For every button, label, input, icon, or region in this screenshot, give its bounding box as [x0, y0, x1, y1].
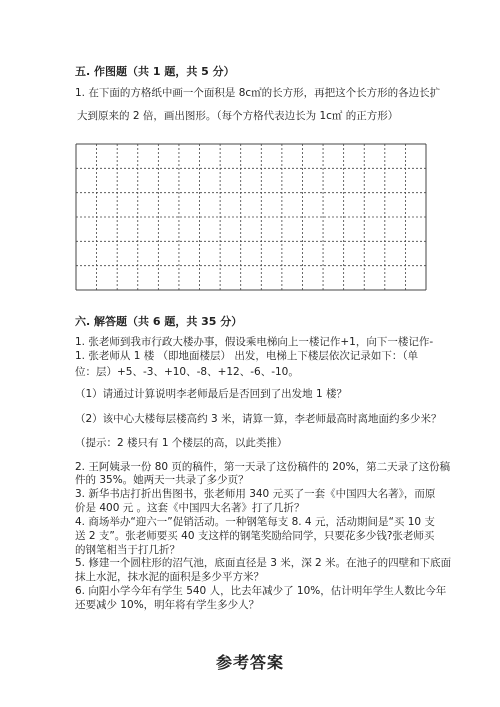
s5-question-1-line-2: 大到原来的 2 倍，画出图形。（每个方格代表边长为 1c㎡ 的正方形） [77, 110, 399, 122]
s6-question-4-line-1: 4. 商场举办“迎六一”促销活动。一种钢笔每支 8. 4 元，活动期间是“买 10 支 [75, 516, 435, 528]
section-5-heading: 五. 作图题（共 1 题，共 5 分） [75, 65, 235, 78]
s6-question-6-line-1: 6. 向阳小学今年有学生 540 人，比去年减少了 10%，估计明年学生人数比今年 [75, 585, 447, 597]
grid-svg [75, 143, 427, 291]
s6-question-4-line-3: 的钢笔相当于打几折？ [75, 544, 180, 556]
s6-question-1-line-1: 1. 张老师到我市行政大楼办事，假设乘电梯向上一楼记作+1，向下一楼记作- [75, 336, 434, 348]
s6-question-1-sub-1: （1）请通过计算说明李老师最后是否回到了出发地 1 楼？ [75, 388, 348, 400]
answer-key-title: 参考答案 [215, 653, 284, 672]
section-6-heading: 六. 解答题（共 6 题，共 35 分） [75, 315, 243, 328]
s6-question-3-line-2: 价是 400 元 。这套《中国四大名著》打了几折？ [75, 502, 305, 514]
s6-question-1-sub-2: （2）该中心大楼每层楼高约 3 米，请算一算，李老师最高时离地面约多少米？ [75, 413, 442, 425]
s6-question-1-line-3: 位：层）+5、-3、+10、-8、+12、-6、-10。 [75, 366, 299, 378]
s6-question-4-line-2: 送 2 支”。张老师要买 40 支这样的钢笔奖励给同学，只要花多少钱?张老师买 [75, 530, 435, 542]
s6-question-3-line-1: 3. 新华书店打折出售图书，张老师用 340 元买了一套《中国四大名著》，而原 [75, 488, 436, 500]
s6-question-5-line-1: 5. 修建一个圆柱形的沼气池，底面直径是 3 米，深 2 米。在池子的四壁和下底面 [75, 557, 452, 569]
s6-question-6-line-2: 还要减少 10%，明年将有学生多少人？ [75, 599, 260, 611]
s6-question-5-line-2: 抹上水泥，抹水泥的面积是多少平方米？ [75, 571, 264, 583]
grid-paper [75, 143, 427, 291]
s6-question-2-line-2: 件的 35%。她两天一共录了多少页？ [75, 474, 249, 486]
s6-question-1-hint: （提示：2 楼只有 1 个楼层的高，以此类推） [75, 437, 288, 449]
s5-question-1-line-1: 1. 在下面的方格纸中画一个面积是 8c㎡的长方形，再把这个长方形的各边长扩 [75, 87, 441, 99]
s6-question-1-line-2: 1. 张老师从 1 楼 （即地面楼层） 出发，电梯上下楼层依次记录如下：（单 [75, 350, 419, 362]
s6-question-2-line-1: 2. 王阿姨录一份 80 页的稿件，第一天录了这份稿件的 20%，第二天录了这份稿 [75, 461, 451, 473]
